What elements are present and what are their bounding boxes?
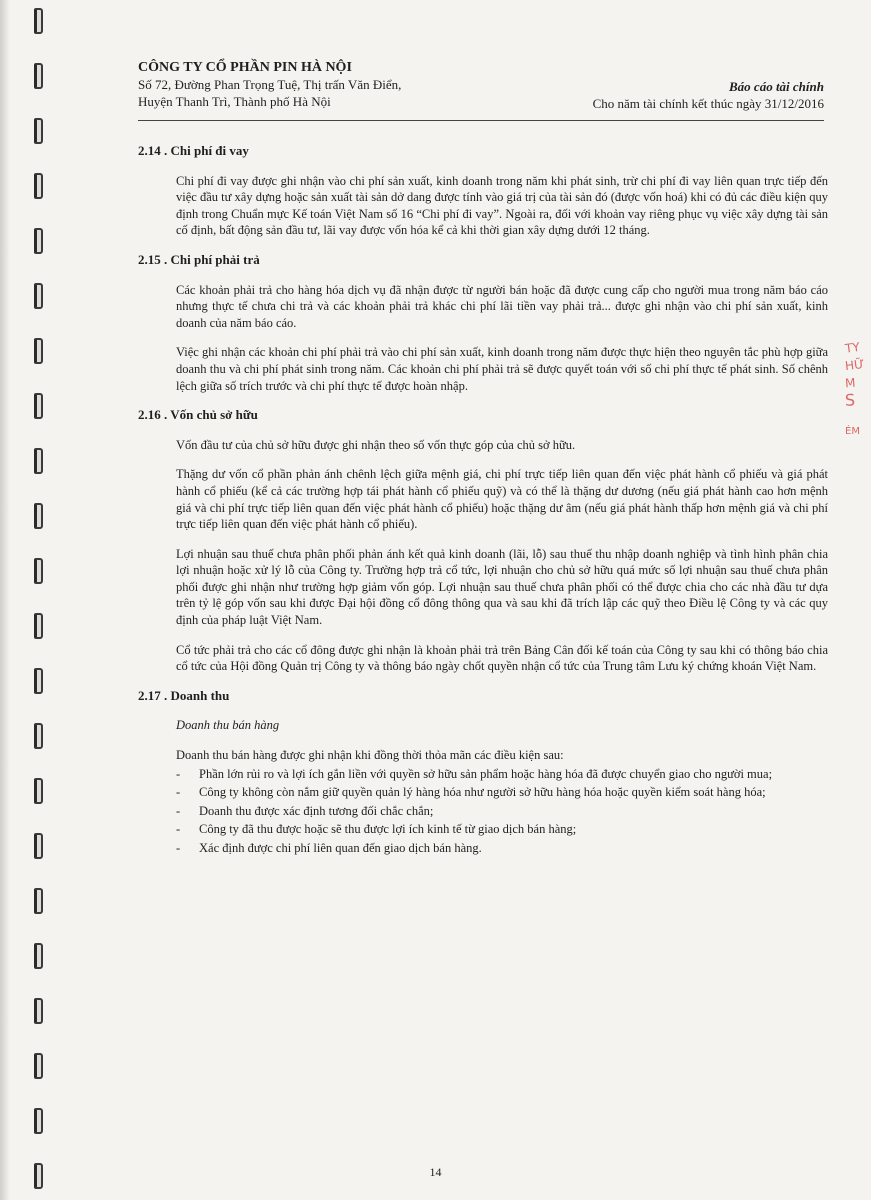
binding-ring bbox=[34, 558, 43, 584]
list-item: - Công ty không còn nắm giữ quyền quản lý hàng hóa như người sở hữu hàng hóa hoặc quyền kiểm soát hàng hóa; bbox=[176, 784, 828, 801]
list-item: - Xác định được chi phí liên quan đến giao dịch bán hàng. bbox=[176, 840, 828, 857]
binding-ring bbox=[34, 943, 43, 969]
stamp-text: HỮ bbox=[844, 357, 866, 374]
paragraph: Cổ tức phải trả cho các cổ đông được ghi nhận là khoản phải trả trên Bảng Cân đối kế toán của Công ty sau khi có thông báo chia cổ tức của Hội đồng Quản trị Công ty và thông báo ngày chốt quyền nhận cổ tức của Trung tâm Lưu ký chứng khoán Việt Nam. bbox=[176, 642, 828, 674]
section-heading: 2.14 . Chi phí đi vay bbox=[138, 143, 249, 158]
binding-ring bbox=[34, 63, 43, 89]
stamp-text: M bbox=[844, 375, 856, 391]
section-2-17 bbox=[138, 688, 828, 857]
paragraph: Các khoản phải trả cho hàng hóa dịch vụ đã nhận được từ người bán hoặc đã được cung cấp cho người mua trong năm báo cáo nhưng thực tế chưa chi trả và các khoản phải trả khác chi phí lãi tiền vay phải trả... được ghi nhận vào chi phí sản xuất, kinh doanh của năm báo cáo. bbox=[176, 282, 828, 330]
subheading: Doanh thu bán hàng bbox=[176, 718, 280, 733]
list-item: - Doanh thu được xác định tương đối chắc chắn; bbox=[176, 803, 828, 820]
binding-ring bbox=[34, 283, 43, 309]
binding-ring bbox=[34, 1108, 43, 1134]
paragraph: Vốn đầu tư của chủ sở hữu được ghi nhận theo số vốn thực góp của chủ sở hữu. bbox=[176, 437, 576, 452]
list-item: - Phần lớn rủi ro và lợi ích gắn liền với quyền sở hữu sản phẩm hoặc hàng hóa đã được chuyển giao cho người mua; bbox=[176, 766, 828, 783]
red-stamp-fragment bbox=[845, 325, 871, 475]
binding-ring bbox=[34, 833, 43, 859]
header-divider bbox=[138, 120, 824, 121]
list-item: - Công ty đã thu được hoặc sẽ thu được lợi ích kinh tế từ giao dịch bán hàng; bbox=[176, 821, 828, 838]
section-2-15 bbox=[138, 252, 828, 394]
section-2-14 bbox=[138, 143, 828, 239]
section-heading: 2.15 . Chi phí phải trả bbox=[138, 251, 260, 267]
address-line-2: Huyện Thanh Trì, Thành phố Hà Nội bbox=[138, 94, 331, 109]
binding-ring bbox=[34, 173, 43, 199]
binding-ring bbox=[34, 503, 43, 529]
binding-ring bbox=[34, 1053, 43, 1079]
report-info bbox=[593, 78, 824, 112]
paragraph: Thặng dư vốn cổ phần phản ánh chênh lệch giữa mệnh giá, chi phí trực tiếp liên quan đến việc phát hành cổ phiếu và giá phát hành cổ phiếu (kể cả các trường hợp tái phát hành cổ phiếu quỹ) và có thể là thặng dư dương (nếu giá phát hành cao hơn mệnh giá và chi phí trực tiếp liên quan đến việc phát hành cổ phiếu) hoặc thặng dư âm (nếu giá phát hành thấp hơn mệnh giá và chi phí trực tiếp liên quan đến việc phát hành cổ phiếu). bbox=[176, 467, 828, 532]
stamp-text: TY bbox=[844, 339, 861, 356]
document-body bbox=[138, 143, 828, 863]
report-title: Báo cáo tài chính bbox=[729, 79, 824, 94]
binding-ring bbox=[34, 613, 43, 639]
binding-ring bbox=[34, 723, 43, 749]
binding-ring bbox=[34, 228, 43, 254]
paragraph: Việc ghi nhận các khoản chi phí phải trả vào chi phí sản xuất, kinh doanh trong năm được thực hiện theo nguyên tắc phù hợp giữa doanh thu và chi phí phát sinh trong năm. Các khoản chi phí phải trả sẽ được quyết toán với số chi phí thực tế phát sinh. Số chênh lệch giữa số trích trước và chi phí thực tế được hoàn nhập. bbox=[176, 345, 828, 393]
binding-ring bbox=[34, 888, 43, 914]
paragraph: Doanh thu bán hàng được ghi nhận khi đồng thời thỏa mãn các điều kiện sau: bbox=[176, 748, 564, 763]
stamp-text: S bbox=[844, 390, 856, 410]
page-number: 14 bbox=[429, 1165, 442, 1179]
binding-ring bbox=[34, 393, 43, 419]
section-heading: 2.16 . Vốn chủ sở hữu bbox=[138, 407, 258, 423]
spiral-binding bbox=[0, 0, 48, 1200]
binding-ring bbox=[34, 338, 43, 364]
binding-ring bbox=[34, 998, 43, 1024]
stamp-text: ÉM bbox=[845, 426, 860, 437]
binding-ring bbox=[34, 668, 43, 694]
report-period: Cho năm tài chính kết thúc ngày 31/12/2016 bbox=[592, 96, 824, 111]
company-name: CÔNG TY CỔ PHẦN PIN HÀ NỘI bbox=[138, 60, 352, 75]
binding-ring bbox=[34, 778, 43, 804]
paragraph: Lợi nhuận sau thuế chưa phân phối phản ánh kết quả kinh doanh (lãi, lỗ) sau thuế thu nhập doanh nghiệp và tình hình phân chia lợi nhuận hoặc xử lý lỗ của Công ty. Trường hợp trả cổ tức, lợi nhuận cho chủ sở hữu quá mức số lợi nhuận sau thuế chưa phân phối được ghi nhận như trường hợp giảm vốn góp. Lợi nhuận sau thuế chưa phân phối có thể được chia cho các nhà đầu tư dựa trên tỷ lệ góp vốn sau khi được Đại hội đồng cổ đông thông qua và sau khi đã trích lập các quỹ theo Điều lệ Công ty và các quy định của pháp luật Việt Nam. bbox=[176, 546, 828, 628]
section-2-16 bbox=[138, 407, 828, 675]
document-header bbox=[138, 60, 824, 110]
binding-ring bbox=[34, 8, 43, 34]
section-heading: 2.17 . Doanh thu bbox=[138, 687, 230, 703]
conditions-list bbox=[176, 766, 828, 857]
paragraph: Chi phí đi vay được ghi nhận vào chi phí sản xuất, kinh doanh trong năm khi phát sinh, trừ chi phí đi vay liên quan trực tiếp đến việc đầu tư xây dựng hoặc sản xuất tài sản dở dang được tính vào giá trị của tài sản đó (được vốn hoá) khi có đủ các điều kiện quy định trong Chuẩn mực Kế toán Việt Nam số 16 “Chi phí đi vay”. Ngoài ra, đối với khoản vay riêng phục vụ việc xây dựng tài sản cố định, bất động sản đầu tư, lãi vay được vốn hóa kể cả khi thời gian xây dựng dưới 12 tháng. bbox=[176, 173, 828, 238]
address-line-1: Số 72, Đường Phan Trọng Tuệ, Thị trấn Văn Điển, bbox=[138, 77, 402, 92]
binding-ring bbox=[34, 448, 43, 474]
binding-ring bbox=[34, 118, 43, 144]
